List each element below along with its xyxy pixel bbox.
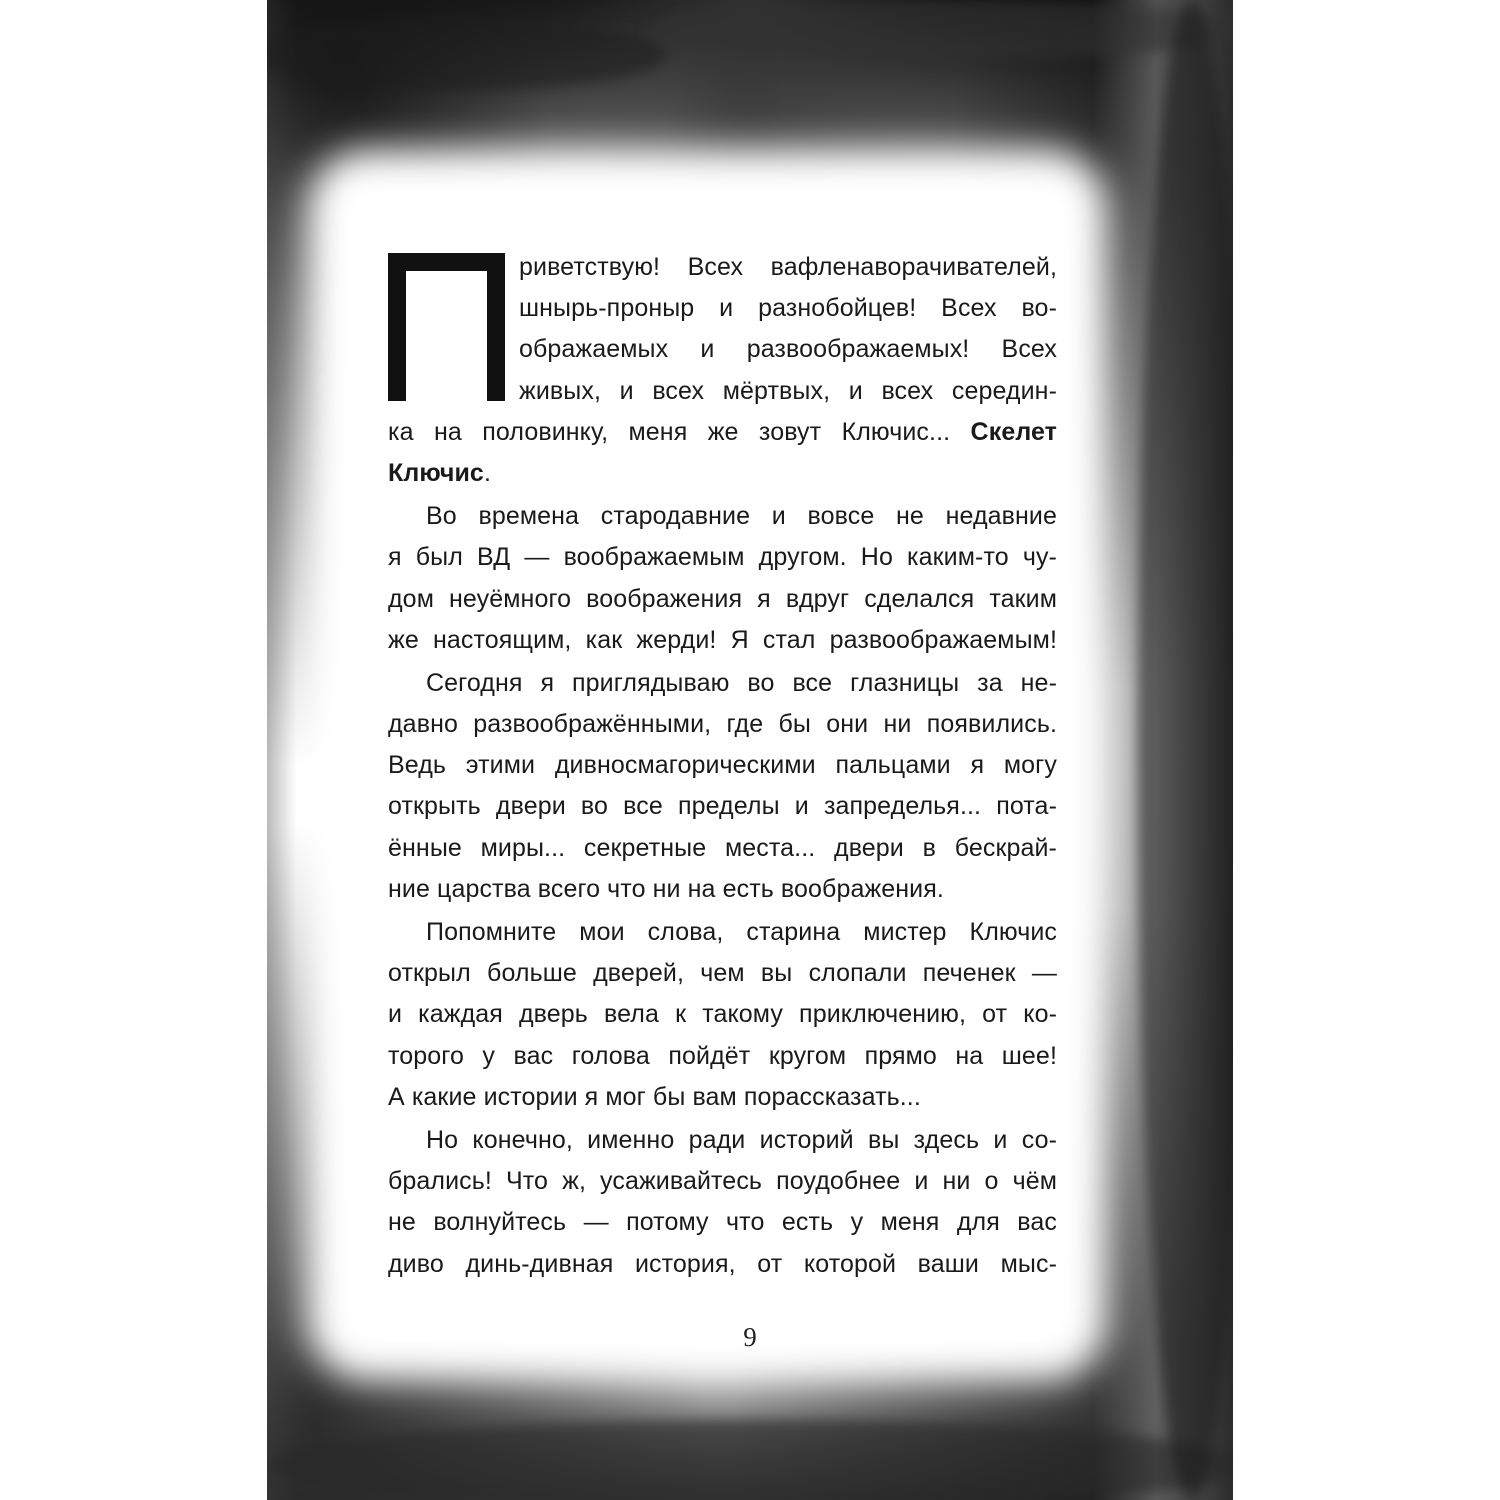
text-line: я был ВД — воображаемым другом. Но каким-то чу-	[388, 543, 1057, 572]
text-line: Но конечно, именно ради историй вы здесь и со-	[426, 1125, 1057, 1154]
page-number: 9	[743, 1322, 757, 1352]
text-run: ка на половинку, меня же зовут Ключис...	[388, 417, 971, 446]
text-line: открыл больше дверей, чем вы слопали печенек —	[388, 959, 1057, 988]
text-line: и каждая дверь вела к такому приключению, от ко-	[388, 1000, 1057, 1029]
text-line: не волнуйтесь — потому что есть у меня для вас	[388, 1208, 1057, 1237]
watercolor-streak	[647, 0, 1233, 60]
text-line: ённые миры... секретные места... двери в бескрай-	[388, 833, 1057, 862]
text-line: шнырь-проныр и разнобойцев! Всех во-	[519, 294, 1057, 323]
text-line: брались! Что ж, усаживайтесь поудобнее и ни о чём	[388, 1167, 1057, 1196]
drop-cap	[388, 253, 505, 401]
text-line: торого у вас голова пойдёт кругом прямо на шее!	[388, 1041, 1057, 1070]
page-text	[388, 247, 1057, 1285]
text-line: ображаемых и развоображаемых! Всех	[519, 335, 1057, 364]
text-line	[388, 453, 1057, 494]
watercolor-frame-left	[267, 0, 297, 1500]
text-line	[388, 412, 1057, 453]
text-line: же настоящим, как жерди! Я стал развоображаемым!	[388, 625, 1057, 654]
text-line: диво динь-дивная история, от которой ваши мыс-	[388, 1249, 1057, 1278]
text-line: Ведь этими дивносмагорическими пальцами я могу	[388, 751, 1057, 780]
text-line: дом неуёмного воображения я вдруг сделался таким	[388, 584, 1057, 613]
text-line: Во времена стародавние и вовсе не недавние	[426, 502, 1057, 531]
book-page	[267, 0, 1233, 1500]
text-line: ние царства всего что ни на есть воображения.	[388, 874, 944, 903]
watercolor-streak	[267, 1420, 1233, 1500]
text-line: Попомните мои слова, старина мистер Ключис	[426, 918, 1057, 946]
text-line: Сегодня я приглядываю во все глазницы за не-	[426, 668, 1057, 697]
text-line: открыть двери во все пределы и запределья... пота-	[388, 792, 1057, 821]
text-line: давно развоображёнными, где бы они ни появились.	[388, 710, 1057, 739]
text-run: .	[483, 458, 491, 487]
character-name: Ключис	[388, 458, 484, 487]
text-line: риветствую! Всех вафленаворачивателей,	[519, 253, 1057, 281]
text-line: живых, и всех мёртвых, и всех середин-	[519, 376, 1057, 405]
character-name: Скелет	[970, 417, 1057, 446]
text-line: А какие истории я мог бы вам порассказать...	[388, 1082, 921, 1111]
